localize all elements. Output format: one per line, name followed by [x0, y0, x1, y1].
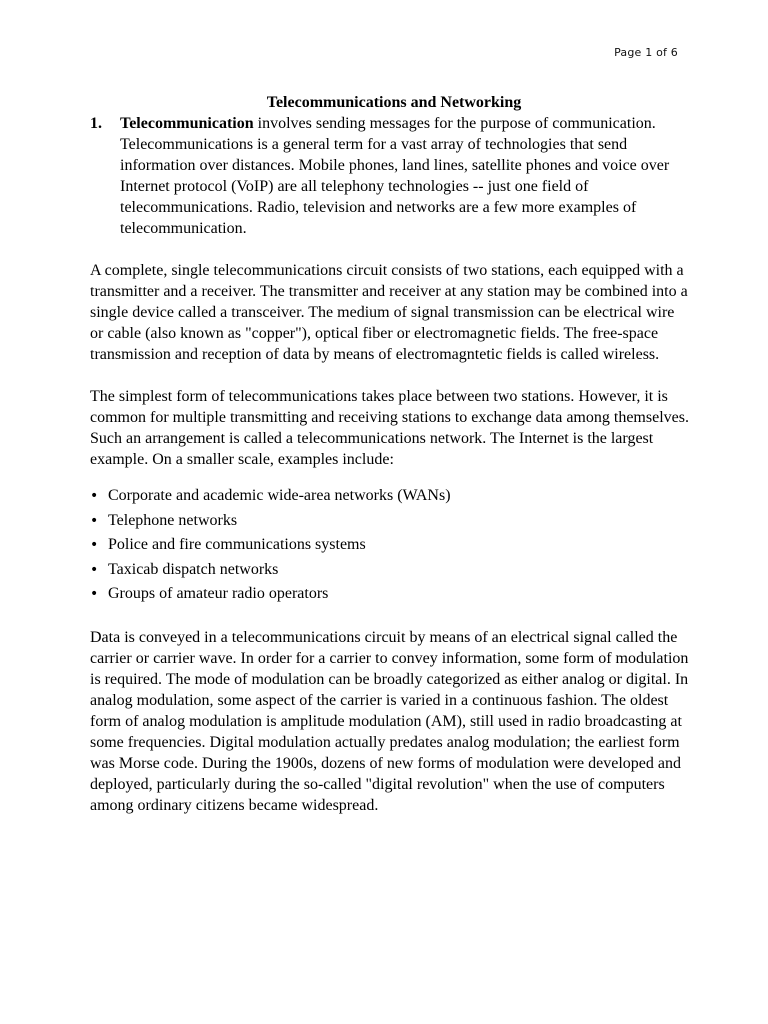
list-item — [90, 558, 690, 583]
bullet-icon: • — [90, 586, 99, 602]
list-item-text: Telephone networks — [108, 511, 238, 529]
bullet-icon: • — [90, 488, 99, 504]
list-item — [90, 509, 690, 534]
section-number: 1. — [90, 115, 102, 132]
list-item — [90, 582, 690, 607]
section-text: involves sending messages for the purpose of communication. Telecommunications is a general term for a vast array of technologies that send information over distances. Mobile phones, land lines, satellite phones and voice over Internet protocol (VoIP) are all telephony technologies -- just one field of telecommunications. Radio, television and networks are a few more examples of telecommunication. — [120, 115, 670, 237]
list-item-text: Corporate and academic wide-area networks (WANs) — [108, 487, 451, 504]
paragraph-modulation: Data is conveyed in a telecommunications circuit by means of an electrical signal called the carrier or carrier wave. In order for a carrier to convey information, some form of modulation is required. The mode of modulation can be broadly categorized as either analog or digital. In analog modulation, some aspect of the carrier is varied in a continuous fashion. The oldest form of analog modulation is amplitude modulation (AM), still used in radio broadcasting at some frequencies. Digital modulation actually predates analog modulation; the earliest form was Morse code. During the 1900s, dozens of new forms of modulation were developed and deployed, particularly during the so-called "digital revolution" when the use of computers among ordinary citizens became widespread. — [90, 628, 689, 814]
section-term: Telecommunication — [120, 115, 254, 132]
paragraph-network: The simplest form of telecommunications takes place between two stations. However, it is common for multiple transmitting and receiving stations to exchange data among themselves. Such an arrangement is called a telecommunications network. The Internet is the largest example. On a smaller scale, examples include: — [90, 388, 689, 468]
list-item-text: Police and fire communications systems — [108, 536, 366, 553]
bullet-icon: • — [90, 537, 99, 553]
document-body — [90, 92, 690, 816]
document-title: Telecommunications and Networking — [266, 94, 522, 111]
bullet-icon: • — [90, 512, 99, 529]
paragraph-circuit: A complete, single telecommunications circuit consists of two stations, each equipped with a transmitter and a receiver. The transmitter and receiver at any station may be combined into a single device called a transceiver. The medium of signal transmission can be electrical wire or cable (also known as "copper"), optical fiber or electromagnetic fields. The free-space transmission and reception of data by means of electromagntetic fields is called wireless. — [90, 262, 688, 363]
list-item-text: Groups of amateur radio operators — [108, 585, 329, 602]
list-item-text: Taxicab dispatch networks — [108, 560, 279, 578]
page-indicator: Page 1 of 6 — [614, 46, 678, 59]
section-1 — [90, 113, 690, 239]
examples-list — [90, 484, 690, 607]
list-item — [90, 484, 690, 509]
bullet-icon: • — [90, 561, 99, 578]
list-item — [90, 533, 690, 558]
